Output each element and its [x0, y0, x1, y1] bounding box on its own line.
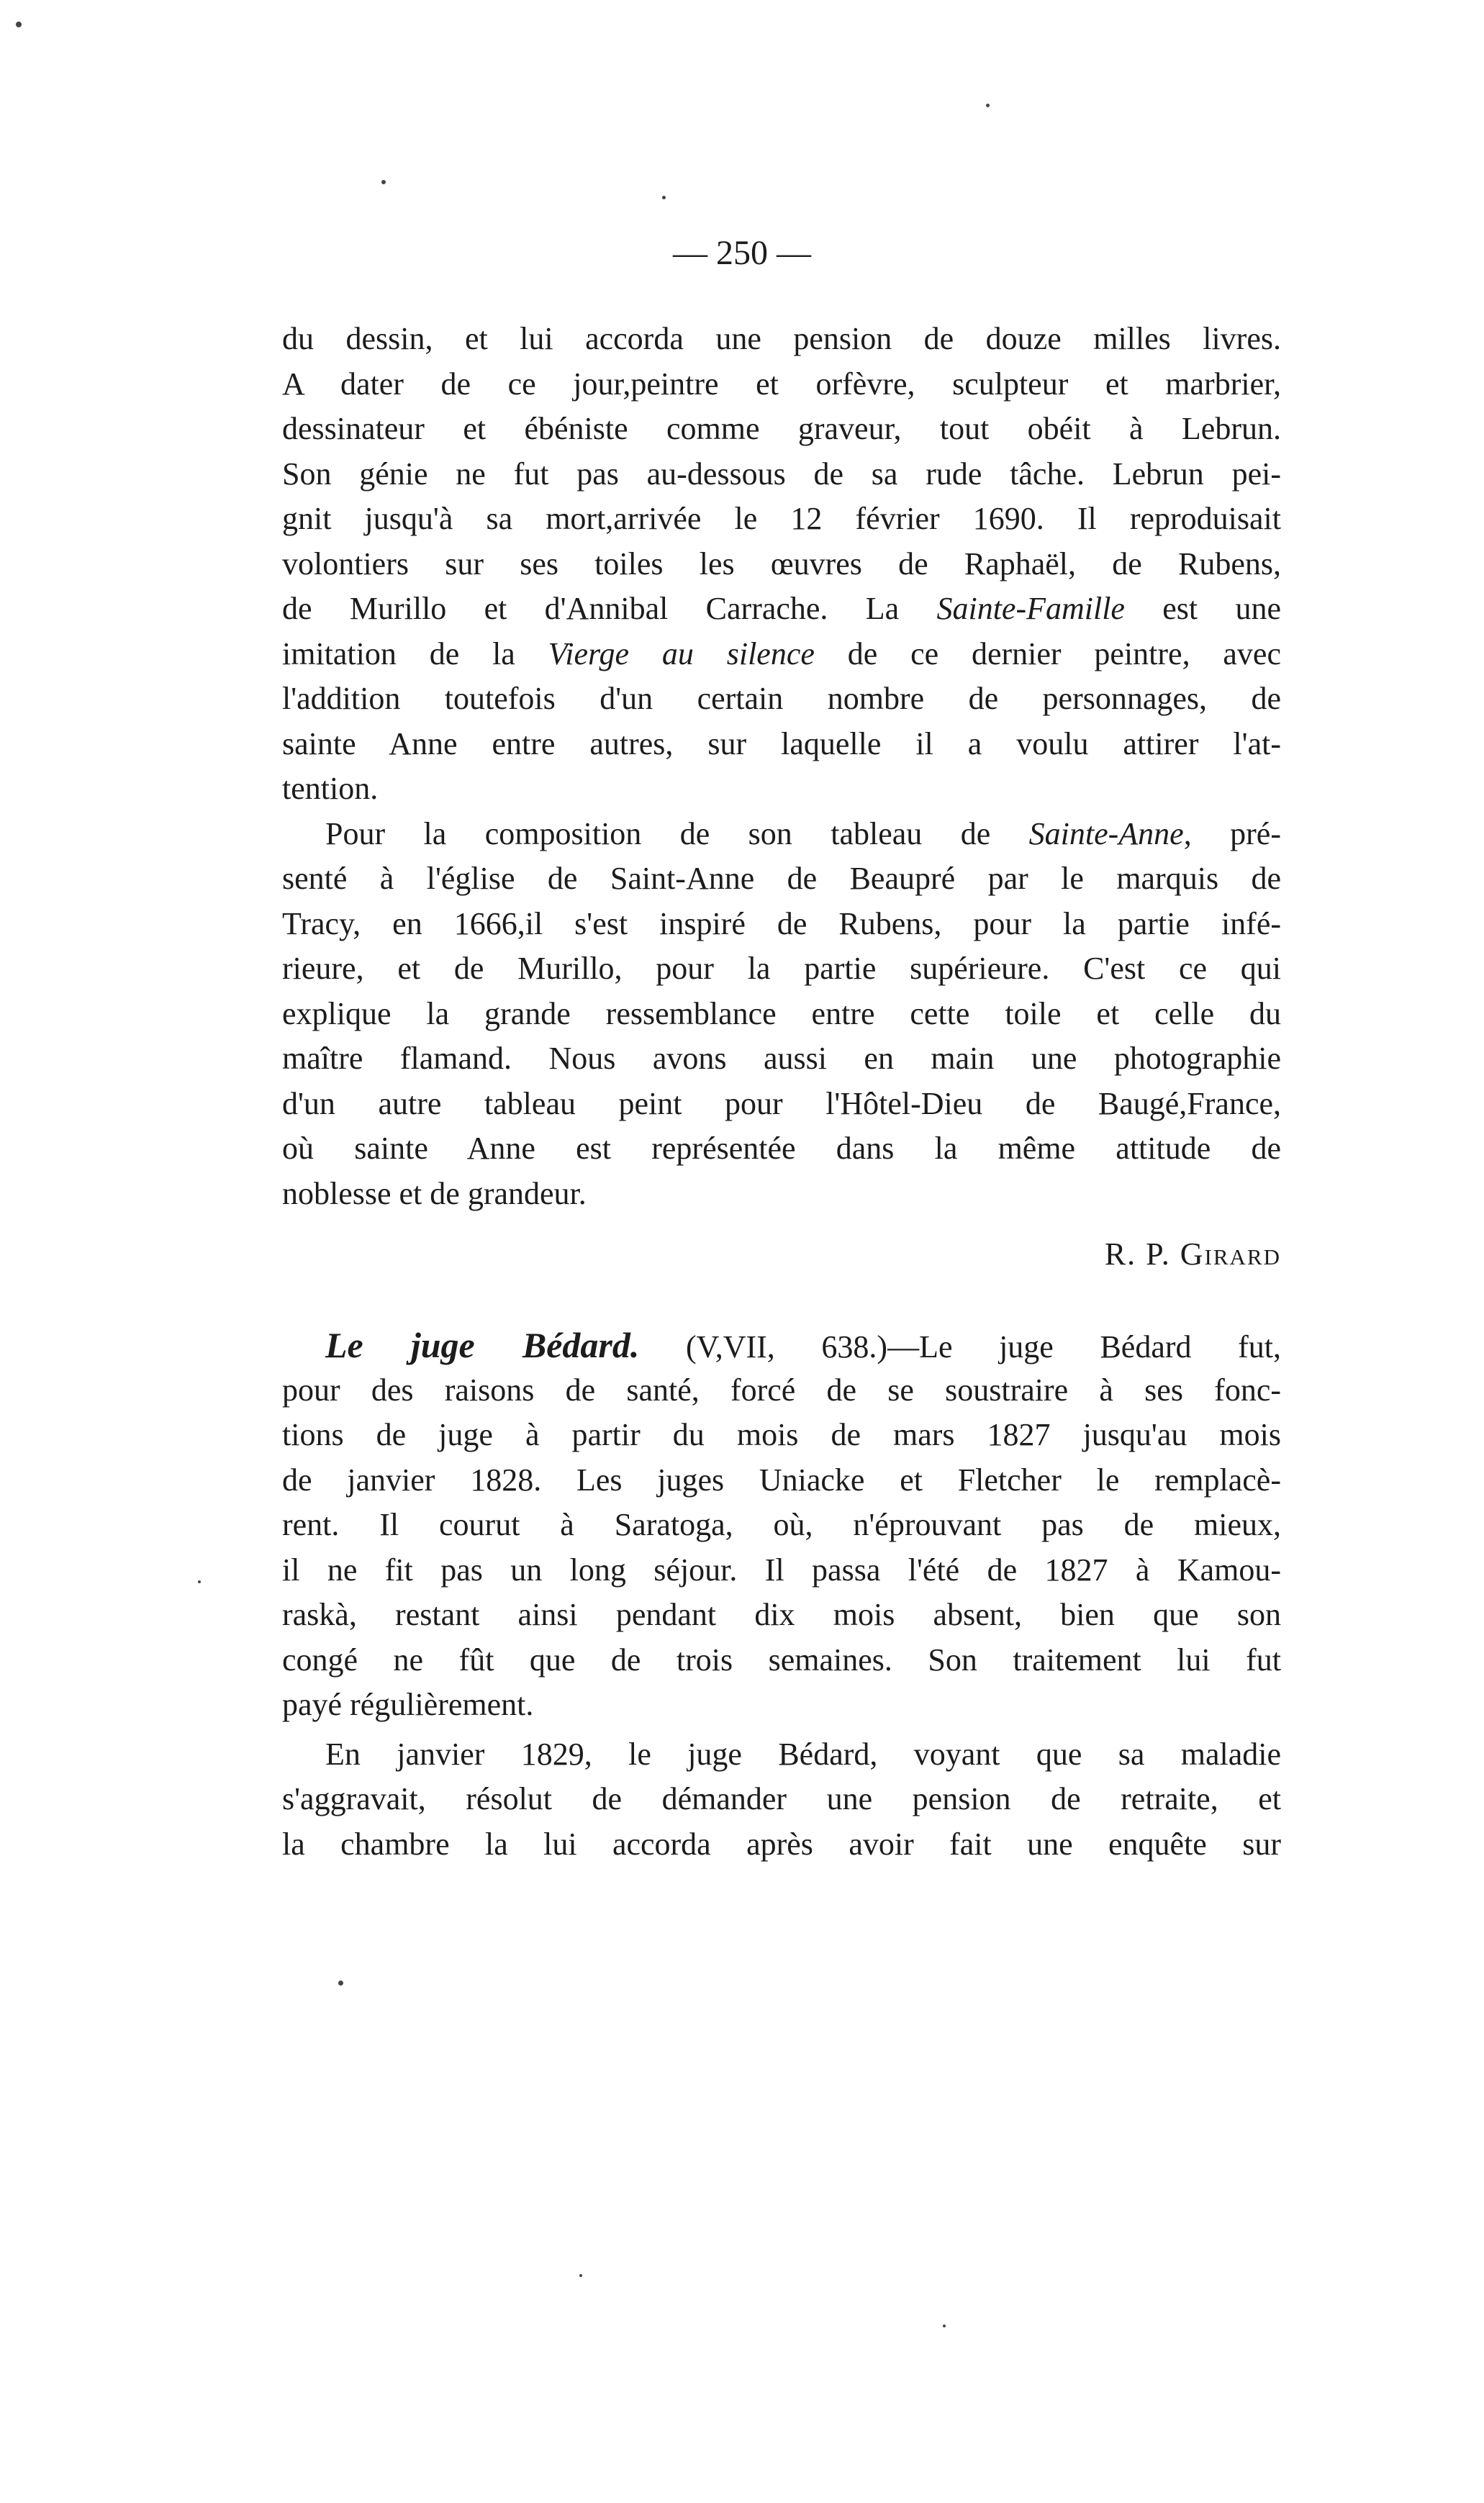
text-line: tention. [282, 771, 379, 806]
text-line: A dater de ce jour,peintre et orfèvre, sculpteur et marbrier, [282, 366, 1281, 402]
text-line: d'un autre tableau peint pour l'Hôtel-Dieu de Baugé,France, [282, 1085, 1281, 1121]
text-line: rent. Il courut à Saratoga, où, n'éprouvant pas de mieux, [282, 1507, 1281, 1542]
line-text: est une [1124, 591, 1281, 626]
text-line: noblesse et de grandeur. [282, 1175, 587, 1211]
text-line: En janvier 1829, le juge Bédard, voyant que sa maladie [325, 1736, 1281, 1772]
text-line: s'aggravait, résolut de démander une pension de retraite, et [282, 1781, 1281, 1816]
text-line [282, 632, 1281, 677]
line-text: Pour la composition de son tableau de [325, 815, 1029, 851]
text-line: maître flamand. Nous avons aussi en main une photographie [282, 1041, 1281, 1076]
text-line: du dessin, et lui accorda une pension de douze milles livres. [282, 321, 1281, 356]
artwork-title: Sainte-Anne [1028, 815, 1184, 851]
print-speck [943, 2325, 946, 2327]
print-speck [198, 1580, 201, 1583]
text-line: tions de juge à partir du mois de mars 1827 jusqu'au mois [282, 1417, 1281, 1452]
signature-initials: R. P. [1104, 1236, 1180, 1272]
print-speck [579, 2274, 582, 2277]
text-line: Son génie ne fut pas au-dessous de sa rude tâche. Lebrun pei- [282, 456, 1281, 492]
article-lebrun-body [282, 317, 1281, 1216]
text-line: dessinateur et ébéniste comme graveur, tout obéit à Lebrun. [282, 411, 1281, 446]
article-bedard-body [282, 1323, 1281, 1867]
print-speck [986, 104, 990, 107]
text-line: pour des raisons de santé, forcé de se soustraire à ses fonc- [282, 1372, 1281, 1408]
article-heading-line [282, 1323, 1281, 1368]
artwork-title: Sainte-Famille [936, 591, 1125, 626]
text-line: senté à l'église de Saint-Anne de Beaupré par le marquis de [282, 861, 1281, 896]
entry-title: Le juge Bédard. [325, 1325, 640, 1365]
print-speck [662, 196, 666, 199]
text-line: congé ne fût que de trois semaines. Son traitement lui fut [282, 1642, 1281, 1678]
text-line [282, 587, 1281, 632]
text-line: gnit jusqu'à sa mort,arrivée le 12 février 1690. Il reproduisait [282, 501, 1281, 536]
line-text: de Murillo et d'Annibal Carrache. La [282, 591, 937, 626]
text-line: la chambre la lui accorda après avoir fait une enquête sur [282, 1826, 1281, 1862]
print-speck [16, 22, 22, 27]
text-line: il ne fit pas un long séjour. Il passa l'été de 1827 à Kamou- [282, 1552, 1281, 1588]
text-line: explique la grande ressemblance entre cette toile et celle du [282, 995, 1281, 1031]
text-line: où sainte Anne est représentée dans la même attitude de [282, 1131, 1281, 1166]
text-line: volontiers sur ses toiles les œuvres de Raphaël, de Rubens, [282, 546, 1281, 581]
line-text: , pré- [1183, 815, 1281, 851]
text-line: de janvier 1828. Les juges Uniacke et Fletcher le remplacè- [282, 1462, 1281, 1498]
text-line: sainte Anne entre autres, sur laquelle il a voulu attirer l'at- [282, 725, 1281, 761]
author-signature [1022, 1232, 1281, 1277]
text-line: l'addition toutefois d'un certain nombre de personnages, de [282, 681, 1281, 716]
page-number: — 250 — [673, 234, 811, 272]
artwork-title: Vierge au silence [548, 635, 815, 671]
line-text: imitation de la [282, 635, 548, 671]
text-line: payé régulièrement. [282, 1687, 534, 1722]
print-speck [381, 180, 386, 184]
print-speck [338, 1981, 343, 1986]
text-line: Tracy, en 1666,il s'est inspiré de Rubens, pour la partie infé- [282, 905, 1281, 941]
signature-name: Girard [1180, 1236, 1281, 1272]
entry-reference: (V,VII, 638.)—Le juge Bédard fut, [639, 1329, 1281, 1364]
text-line [282, 812, 1281, 857]
text-line: rieure, et de Murillo, pour la partie supérieure. C'est ce qui [282, 951, 1281, 986]
line-text: de ce dernier peintre, avec [814, 635, 1281, 671]
text-line: raskà, restant ainsi pendant dix mois absent, bien que son [282, 1597, 1281, 1632]
